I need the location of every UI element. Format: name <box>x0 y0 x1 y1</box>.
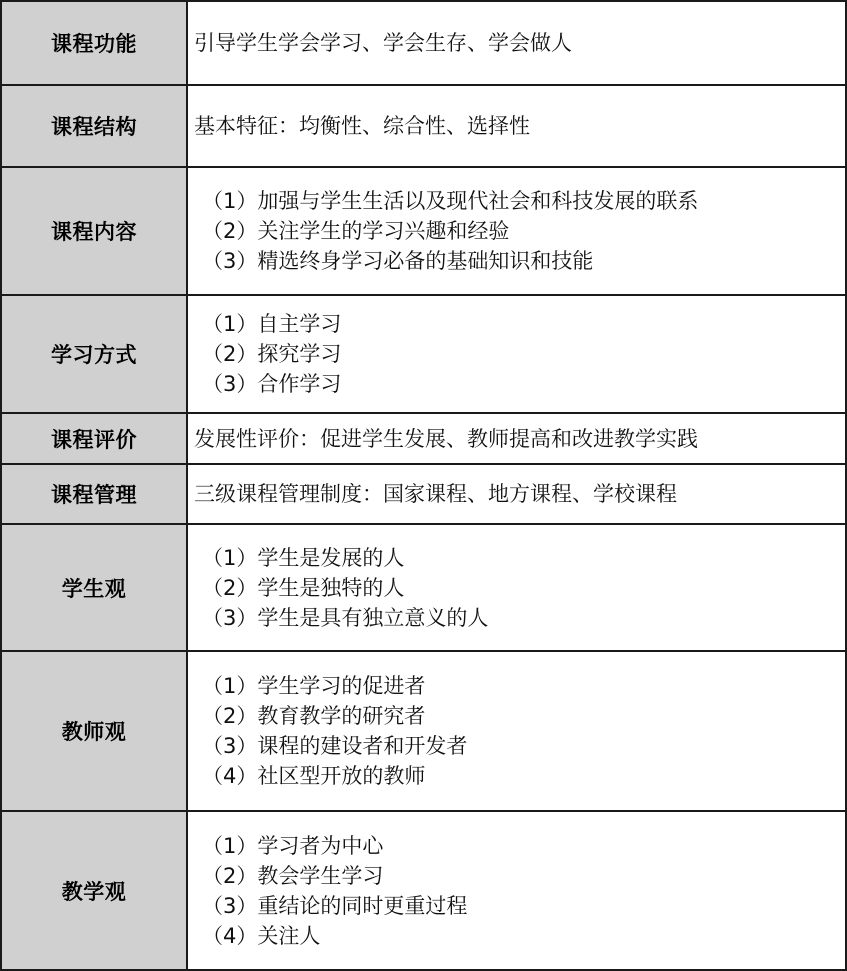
row-content <box>187 524 846 651</box>
table-row <box>1 464 846 524</box>
row-label: 教师观 <box>1 651 187 811</box>
row-content <box>187 167 846 295</box>
row-label: 学生观 <box>1 524 187 651</box>
row-label: 学习方式 <box>1 295 187 413</box>
row-label: 课程评价 <box>1 413 187 464</box>
content-line: （3）课程的建设者和开发者 <box>202 734 468 758</box>
content-line: 基本特征：均衡性、综合性、选择性 <box>194 114 530 138</box>
content-line: （2）教会学生学习 <box>202 863 384 888</box>
table-row <box>1 85 846 167</box>
row-content <box>187 85 846 167</box>
content-line: （2）关注学生的学习兴趣和经验 <box>202 219 510 243</box>
row-label: 课程管理 <box>1 464 187 524</box>
table-row <box>1 524 846 651</box>
table-row <box>1 1 846 85</box>
content-line: （3）学生是具有独立意义的人 <box>202 605 489 630</box>
content-line: （1）学生是发展的人 <box>202 545 405 570</box>
table-row <box>1 167 846 295</box>
content-line: （3）重结论的同时更重过程 <box>202 893 468 918</box>
row-content <box>187 295 846 413</box>
content-line: （2）教育教学的研究者 <box>202 704 426 728</box>
row-content <box>187 413 846 464</box>
content-line: （1）学生学习的促进者 <box>202 674 426 698</box>
row-label: 课程内容 <box>1 167 187 295</box>
content-line: （3）精选终身学习必备的基础知识和技能 <box>202 249 594 273</box>
table-row <box>1 651 846 811</box>
content-line: 引导学生学会学习、学会生存、学会做人 <box>194 31 572 55</box>
content-line: （1）自主学习 <box>202 312 342 336</box>
table-row <box>1 413 846 464</box>
content-line: （4）社区型开放的教师 <box>202 764 426 788</box>
row-content <box>187 651 846 811</box>
content-line: （1）学习者为中心 <box>202 833 384 858</box>
row-label: 课程功能 <box>1 1 187 85</box>
content-line: 发展性评价：促进学生发展、教师提高和改进教学实践 <box>194 426 698 451</box>
row-label: 教学观 <box>1 811 187 970</box>
row-content <box>187 1 846 85</box>
row-content <box>187 811 846 970</box>
content-line: （2）探究学习 <box>202 342 342 366</box>
content-line: （4）关注人 <box>202 923 321 948</box>
content-line: （1）加强与学生生活以及现代社会和科技发展的联系 <box>202 189 699 213</box>
table-row <box>1 811 846 970</box>
table-row <box>1 295 846 413</box>
row-label: 课程结构 <box>1 85 187 167</box>
content-line: （2）学生是独特的人 <box>202 575 405 600</box>
content-line: 三级课程管理制度：国家课程、地方课程、学校课程 <box>194 482 677 506</box>
content-line: （3）合作学习 <box>202 372 342 396</box>
row-content <box>187 464 846 524</box>
